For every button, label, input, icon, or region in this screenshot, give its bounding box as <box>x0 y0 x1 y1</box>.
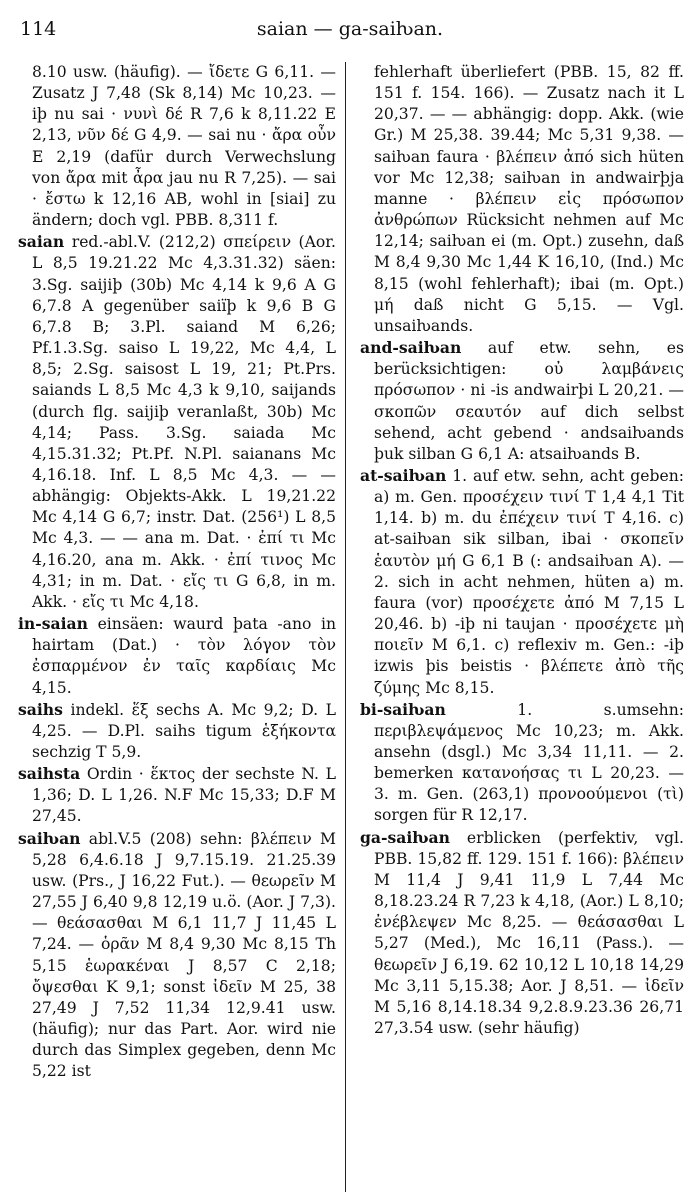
dictionary-entry <box>360 465 684 699</box>
entry-text: 8.10 usw. (häufig). — ἴδετε G 6,11. — Zusatz J 7,48 (Sk 8,14) Mc 10,23. — iþ nu sai · νυνὶ δέ R 7,6 k 8,11.22 E 2,13, νῦν δέ G 4,9. — sai nu · ἄρα οὖν E 2,19 (dafür durch Verwechslung von ἄρα mit ἆρα jau nu R 7,25). — sai · ἔστω k 12,16 AB, wohl in [siai] zu ändern; doch vgl. PBB. 8,311 f. <box>32 63 336 230</box>
entry-lemma: ga-saiƕan <box>360 827 450 847</box>
right-column <box>360 62 684 1039</box>
entry-lemma: in-saian <box>18 614 88 634</box>
entry-text: fehlerhaft überliefert (PBB. 15, 82 ff. 151 f. 154. 166). — Zusatz nach it L 20,37. — — abhängig: dopp. Akk. (wie Gr.) M 25,38. 39.44; Mc 5,31 9,38. — saiƕan faura · βλέπειν ἀπό sich hüten vor Mc 12,38; saiƕan in andwairþja manne · βλέπειν εἰς πρόσωπον ἀνθρώπων Rücksicht nehmen auf Mc 12,14; saiƕan ei (m. Opt.) zusehn, daß M 8,4 9,30 Mc 1,44 K 16,10, (Ind.) Mc 8,15 (wohl fehlerhaft); ibai (m. Opt.) μή daß nicht G 5,15. — Vgl. unsaiƕands. <box>374 63 684 335</box>
entry-text: auf etw. sehn, es berücksichtigen: οὐ λαμβάνεις πρόσωπον · ni -is andwairþi L 20,21. — σκοπῶν σεαυτόν auf dich selbst sehend, acht gebend · andsaiƕands þuk silban G 6,1 A: atsaiƕands B. <box>374 339 684 463</box>
entry-text: abl.V.5 (208) sehn: βλέπειν M 5,28 6,4.6.18 J 9,7.15.19. 21.25.39 usw. (Prs., J 16,22 Fut.). — θεωρεῖν M 27,55 J 6,40 9,8 12,19 u.ö. (Aor. J 7,3). — θεάσασθαι M 6,1 11,7 J 11,45 L 7,24. — ὁρᾶν M 8,4 9,30 Mc 8,15 Th 5,15 ἑωρακέναι J 8,57 C 2,18; ὄψεσθαι K 9,1; sonst ἰδεῖν M 25, 38 27,49 J 7,52 11,34 12,9.41 usw. (häufig); nur das Part. Aor. wird nie durch das Simplex gegeben, denn Mc 5,22 ist <box>32 829 336 1081</box>
dictionary-entry <box>360 62 684 337</box>
entry-lemma: bi-saiƕan <box>360 699 446 719</box>
entry-lemma: saian <box>18 232 65 252</box>
entry-lemma: saihsta <box>18 764 81 784</box>
entry-lemma: and-saiƕan <box>360 338 462 358</box>
entry-lemma: saiƕan <box>18 828 81 848</box>
dictionary-entry <box>18 62 336 231</box>
entry-lemma: saihs <box>18 699 63 719</box>
entry-text: red.-abl.V. (212,2) σπείρειν (Aor. L 8,5 19.21.22 Mc 4,3.31.32) säen: 3.Sg. saijiþ (30b) Mc 4,14 k 9,6 A G 6,7.8 A gegenüber saiïþ k 9,6 B G 6,7.8 B; 3.Pl. saiand M 6,26; Pf.1.3.Sg. saiso L 19,22, Mc 4,4, L 8,5; 2.Sg. saisost L 19, 21; Pt.Prs. saiands L 8,5 Mc 4,3 k 9,10, saijands (durch flg. saijiþ veranlaßt, 30b) Mc 4,14; Pass. 3.Sg. saiada Mc 4,15.31.32; Pt.Pf. N.Pl. saianans Mc 4,16.18. Inf. L 8,5 Mc 4,3. — — abhängig: Objekts-Akk. L 19,21.22 Mc 4,14 G 6,7; instr. Dat. (256¹) L 8,5 Mc 4,3. — — ana m. Dat. · ἐπί τι Mc 4,16.20, ana m. Akk. · ἐπί τινος Mc 4,31; in m. Dat. · εἴς τι G 6,8, in m. Akk. · εἴς τι Mc 4,18. <box>32 233 336 611</box>
dictionary-entry <box>360 827 684 1040</box>
entry-text: 1. auf etw. sehn, acht geben: a) m. Gen. προσέχειν τινί T 1,4 4,1 Tit 1,14. b) m. du ἐπέχειν τινί T 4,16. c) at-saiƕan sik silban, ibai · σκοπεῖν ἑαυτὸν μή G 6,1 B (: andsaiƕan A). — 2. sich in acht nehmen, hüten a) m. faura (vor) προσέχετε ἀπό M 7,15 L 20,46. b) -iþ ni taujan · προσέχετε μὴ ποιεῖν M 6,1. c) reflexiv m. Gen.: -iþ izwis þis beistis · βλέπετε ἀπὸ τῆς ζύμης Mc 8,15. <box>374 466 684 697</box>
entry-lemma: at-saiƕan <box>360 465 447 485</box>
entry-text: Ordin · ἕκτος der sechste N. L 1,36; D. L 1,26. N.F Mc 15,33; D.F M 27,45. <box>32 765 336 826</box>
dictionary-entry <box>18 699 336 763</box>
column-divider <box>345 62 346 1192</box>
dictionary-entry <box>360 699 684 827</box>
page-header <box>20 14 680 44</box>
entry-text: 1. s.umsehn: περιβλεψάμενος Mc 10,23; m. Akk. ansehn (dsgl.) Mc 3,34 11,11. — 2. bemerken κατανοήσας τι L 20,23. — 3. m. Gen. (263,1) προνοούμενοι (τὶ) sorgen für R 12,17. <box>374 700 684 825</box>
running-title: saian — ga-saiƕan. <box>256 18 444 40</box>
entry-text: einsäen: waurd þata -ano in hairtam (Dat.) · τὸν λόγον τὸν ἐσπαρμένον ἐν ταῖς καρδίαις Mc 4,15. <box>32 615 336 697</box>
dictionary-entry <box>18 613 336 699</box>
entry-text: erblicken (perfektiv, vgl. PBB. 15,82 ff. 129. 151 f. 166): βλέπειν M 11,4 J 9,41 11,9 L 7,44 Mc 8,18.23.24 R 7,23 k 4,18, (Aor.) L 8,10; ἐνέβλεψεν Mc 8,25. — θεάσασθαι L 5,27 (Med.), Mc 16,11 (Pass.). — θεωρεῖν J 6,19. 62 10,12 L 10,18 14,29 Mc 3,11 5,15.38; Aor. J 8,51. — ἰδεῖν M 5,16 8,14.18.34 9,2.8.9.23.36 26,71 27,3.54 usw. (sehr häufig) <box>374 828 684 1038</box>
dictionary-entry <box>360 337 684 465</box>
page-number: 114 <box>20 18 57 40</box>
dictionary-entry <box>18 763 336 827</box>
dictionary-entry <box>18 231 336 613</box>
entry-text: indekl. ἕξ sechs A. Mc 9,2; D. L 4,25. — D.Pl. saihs tigum ἑξήκοντα sechzig T 5,9. <box>32 700 336 761</box>
left-column <box>18 62 336 1083</box>
dictionary-entry <box>18 828 336 1083</box>
